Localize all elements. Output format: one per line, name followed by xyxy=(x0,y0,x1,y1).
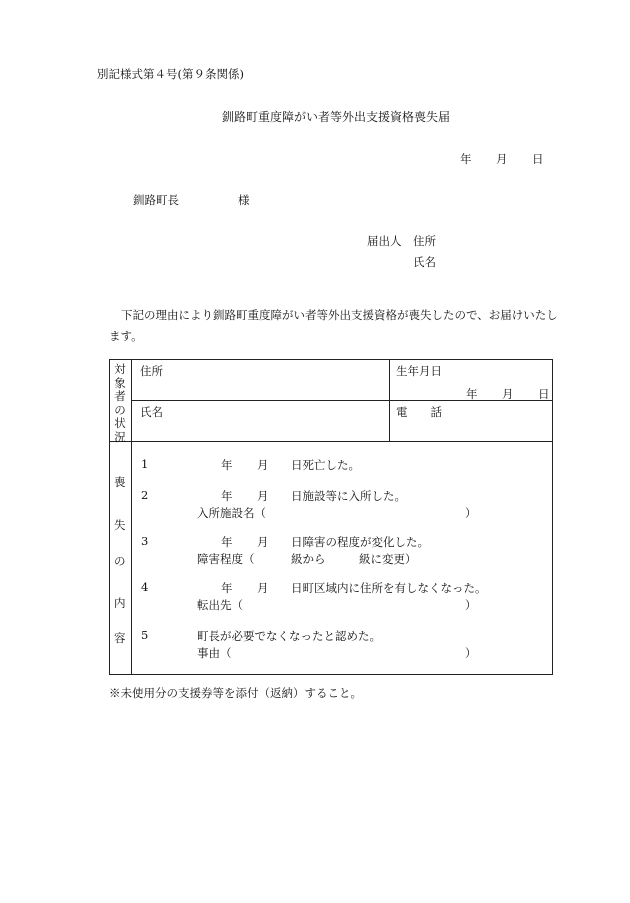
address-field-label: 住所 xyxy=(140,364,163,378)
body-line-2: ます。 xyxy=(109,329,143,343)
body-line-1: 下記の理由により釧路町重度障がい者等外出支援資格が喪失したので、お届けいたし xyxy=(121,308,558,322)
form-number: 別記様式第４号(第９条関係) xyxy=(97,67,244,81)
date-month: 月 xyxy=(496,152,508,166)
birthdate-month: 月 xyxy=(502,387,514,401)
name-field-label: 氏名 xyxy=(140,405,163,419)
addressee-name: 釧路町長 xyxy=(133,193,179,207)
notifier-name-label: 氏名 xyxy=(413,255,436,269)
table-divider xyxy=(131,359,132,675)
addressee-honorific: 様 xyxy=(238,193,250,207)
birthdate-field-label: 生年月日 xyxy=(396,364,442,378)
date-year: 年 xyxy=(460,152,472,166)
subject-status-header: 対 象 者 の 状 況 xyxy=(114,362,126,444)
date-day: 日 xyxy=(532,152,544,166)
birthdate-day: 日 xyxy=(538,387,550,401)
notifier-label: 届出人 xyxy=(367,234,402,248)
phone-field-label: 電 話 xyxy=(396,405,442,419)
notifier-address-label: 住所 xyxy=(413,234,436,248)
table-divider xyxy=(109,441,553,442)
table-divider xyxy=(131,400,553,401)
document-title: 釧路町重度障がい者等外出支援資格喪失届 xyxy=(222,110,451,124)
footnote: ※未使用分の支援券等を添付（返納）すること。 xyxy=(109,686,362,700)
birthdate-year: 年 xyxy=(466,387,478,401)
